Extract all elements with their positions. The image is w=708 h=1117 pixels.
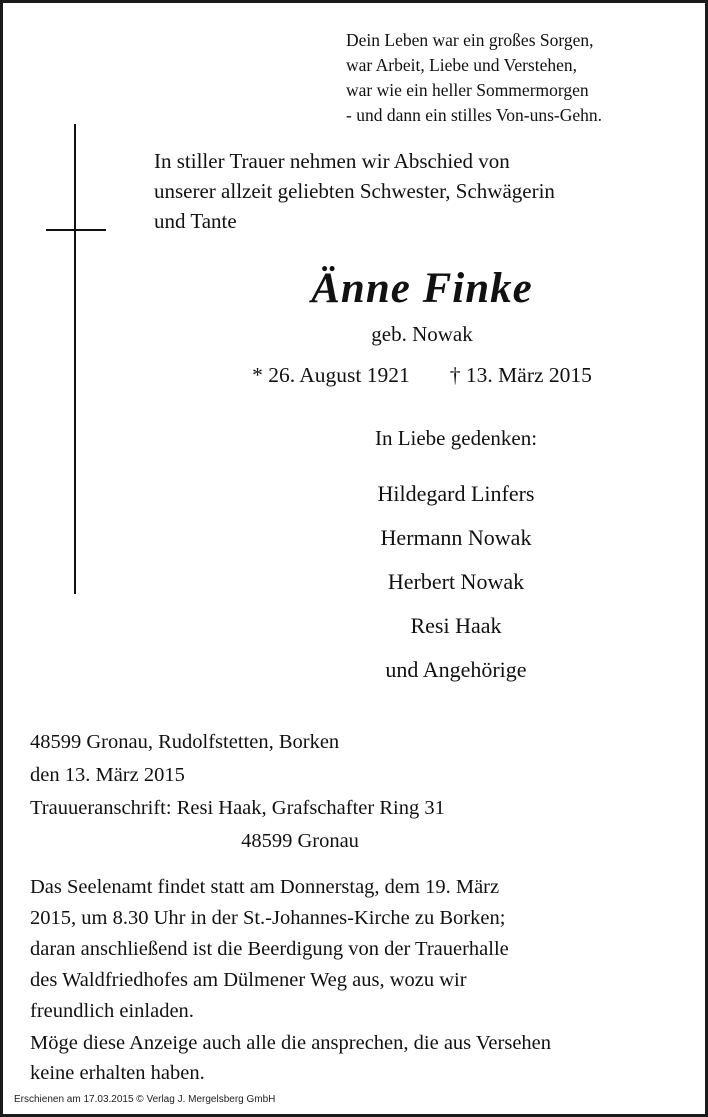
deceased-dates [154,363,690,388]
list-item: Herbert Nowak [387,569,525,594]
closing-line-1: Möge diese Anzeige auch alle die ansprechen, die aus Versehen [30,1032,552,1054]
address-contact-city: 48599 Gronau [241,830,359,852]
service-line-3: daran anschließend ist die Beerdigung von der Trauerhalle [30,938,509,960]
poem-line-3: war wie ein heller Sommermorgen [346,80,589,100]
closing-paragraph [30,1028,690,1088]
poem-line-1: Dein Leben war ein großes Sorgen, [346,30,594,50]
list-item: und Angehörige [385,657,527,682]
address-location: 48599 Gronau, Rudolfstetten, Borken [30,731,340,753]
list-item: Hildegard Linfers [377,481,535,506]
list-item: Resi Haak [410,613,502,638]
memorial-poem [346,28,696,128]
service-line-1: Das Seelenamt findet statt am Donnerstag, dem 19. März [30,876,500,898]
cross-horizontal-bar [46,229,106,231]
poem-line-2: war Arbeit, Liebe und Verstehen, [346,55,577,75]
cross-vertical-bar [74,124,76,594]
memorial-names-list [246,472,666,692]
birth-date: * 26. August 1921 [252,363,410,387]
intro-line-3: und Tante [154,209,237,233]
closing-line-2: keine erhalten haben. [30,1062,205,1084]
cross-icon [74,124,134,594]
intro-line-2: unserer allzeit geliebten Schwester, Schwägerin [154,179,555,203]
service-line-2: 2015, um 8.30 Uhr in der St.-Johannes-Kirche zu Borken; [30,907,506,929]
deceased-name: Änne Finke [311,265,533,312]
memorial-heading: In Liebe gedenken: [374,426,538,450]
intro-line-1: In stiller Trauer nehmen wir Abschied von [154,149,510,173]
poem-line-4: - und dann ein stilles Von-uns-Gehn. [346,105,602,125]
death-date: † 13. März 2015 [449,363,592,387]
address-date: den 13. März 2015 [30,764,185,786]
list-item: Hermann Nowak [380,525,532,550]
service-paragraph [30,872,690,1027]
address-block [30,726,690,858]
publication-footer: Erschienen am 17.03.2015 © Verlag J. Mergelsberg GmbH [14,1094,276,1105]
address-contact: Trauueranschrift: Resi Haak, Grafschafter Ring 31 [30,797,445,819]
service-line-5: freundlich einladen. [30,1000,194,1022]
deceased-birth-name: geb. Nowak [371,322,473,346]
service-line-4: des Waldfriedhofes am Dülmener Weg aus, wozu wir [30,969,467,991]
intro-paragraph [154,146,690,236]
obituary-notice [6,6,702,1111]
